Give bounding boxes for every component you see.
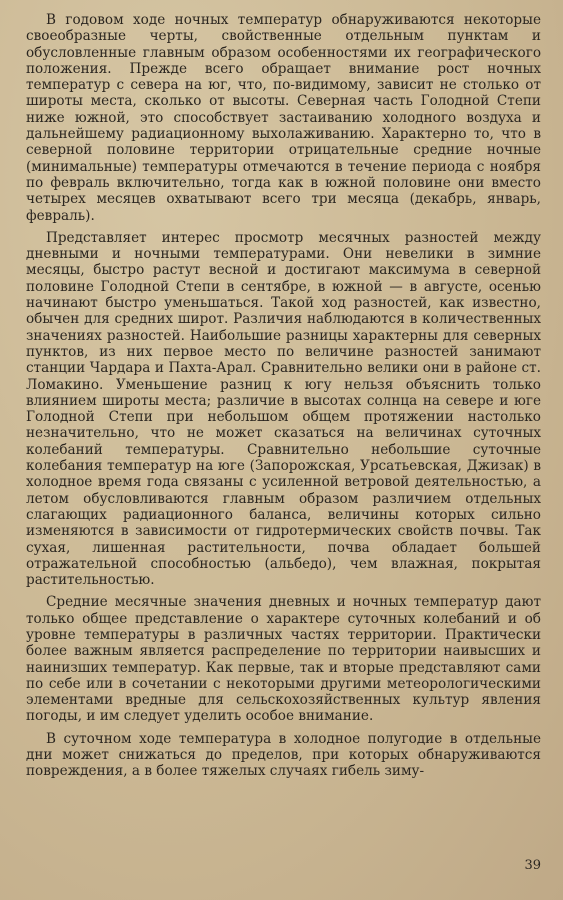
- page-number: 39: [524, 857, 541, 873]
- paragraph-day-night-differences: Представляет интерес просмотр месячных разностей между дневными и ночными температурами. Они невелики в зимние месяцы, быстро растут весной и достигают максимума в северной половине Голодной Степи в сентябре, в южной — в августе, осенью начинают быстро уменьшаться. Такой ход разностей, как известно, обычен для средних широт. Различия наблюдаются в количественных значениях разностей. Наибольшие разницы характерны для северных пунктов, из них первое место по величине разностей занимают станции Чардара и Пахта-Арал. Сравнительно велики они в районе ст. Ломакино. Уменьшение разниц к югу нельзя объяснить только влиянием широты места; различие в высотах солнца на севере и юге Голодной Степи при небольшом общем протяжении настолько незначительно, что не может сказаться на величинах суточных колебаний температуры. Сравнительно небольшие суточные колебания температур на юге (Запорожская, Урсатьевская, Джизак) в холодное время года связаны с усиленной ветровой деятельностью, а летом обусловливаются главным образом различием отдельных слагающих радиационного баланса, величины которых сильно изменяются в зависимости от гидротермических свойств почвы. Так сухая, лишенная растительности, почва обладает большей отражательной способностью (альбедо), чем влажная, покрытая растительностью.: [26, 229, 541, 589]
- paragraph-cold-season: В суточном ходе температура в холодное полугодие в отдельные дни может снижаться до пределов, при которых обнаруживаются повреждения, а в более тяжелых случаях гибель зиму-: [26, 730, 541, 780]
- paragraph-extreme-temperatures: Средние месячные значения дневных и ночных температур дают только общее представление о характере суточных колебаний и об уровне температуры в различных частях территории. Практически более важным является распределение по территории наивысших и наинизших температур. Как первые, так и вторые представляют сами по себе или в сочетании с некоторыми другими метеорологическими элементами вредные для сельскохозяйственных культур явления погоды, и им следует уделить особое внимание.: [26, 594, 541, 725]
- paragraph-night-temperatures: В годовом ходе ночных температур обнаруживаются некоторые своеобразные черты, свойственные отдельным пунктам и обусловленные главным образом особенностями их географического положения. Прежде всего обращает внимание рост ночных температур с севера на юг, что, по-видимому, зависит не столько от широты места, сколько от высоты. Северная часть Голодной Степи ниже южной, это способствует застаиванию холодного воздуха и дальнейшему радиационному выхолаживанию. Характерно то, что в северной половине территории отрицательные средние ночные (минимальные) температуры отмечаются в течение периода с ноября по февраль включительно, тогда как в южной половине они вместо четырех месяцев охватывают всего три месяца (декабрь, январь, февраль).: [26, 12, 541, 224]
